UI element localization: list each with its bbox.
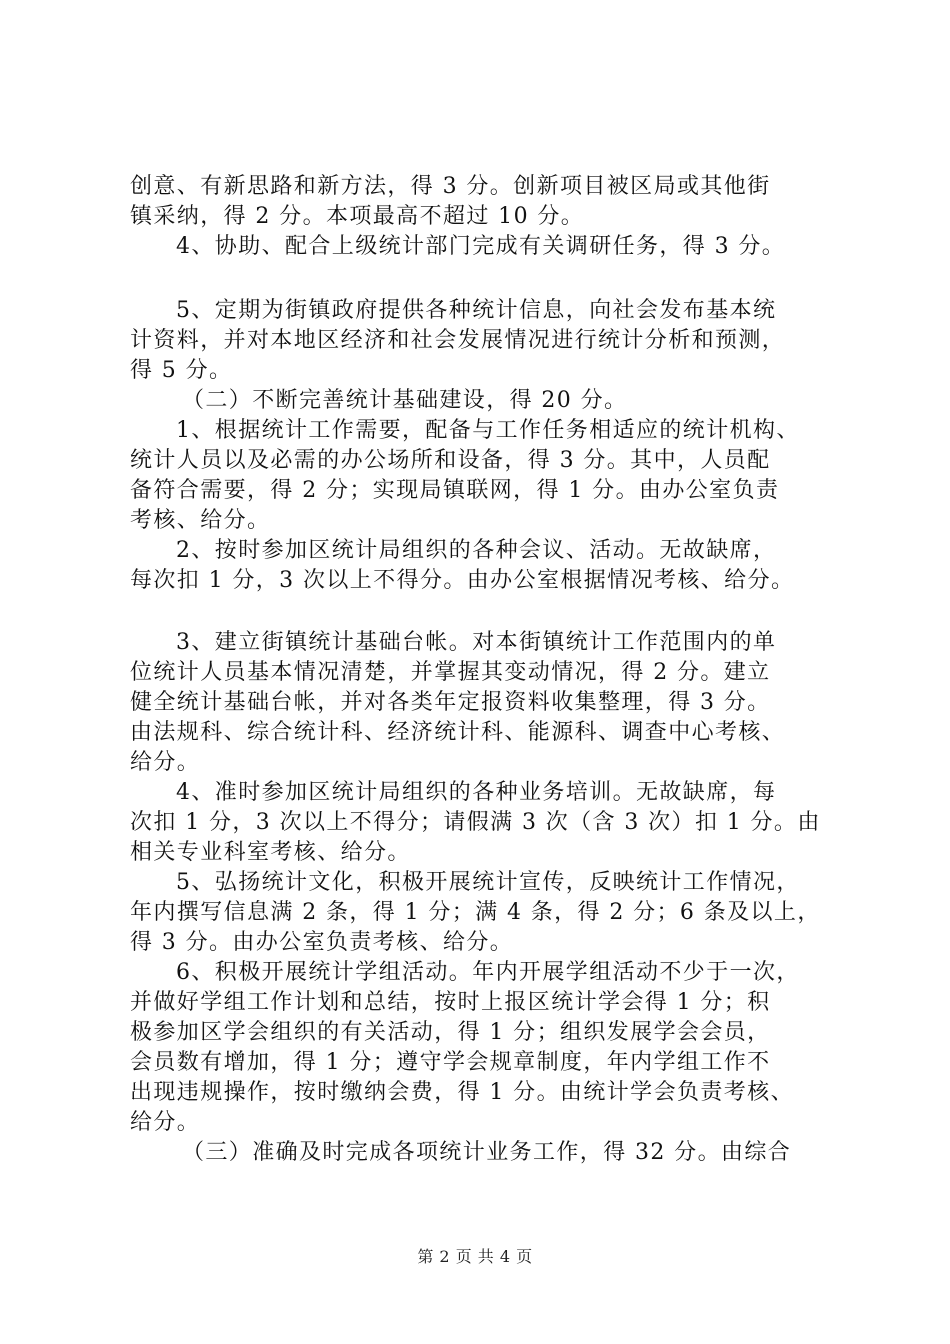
- text-line: 考核、给分。: [130, 508, 271, 533]
- section-heading: （三）准确及时完成各项统计业务工作，得 32 分。由综合: [182, 1140, 792, 1165]
- text-line: 创意、有新思路和新方法，得 3 分。创新项目被区局或其他街: [130, 174, 771, 199]
- text-line: 3、建立街镇统计基础台帐。对本街镇统计工作范围内的单: [176, 630, 777, 655]
- text-line: 得 3 分。由办公室负责考核、给分。: [130, 930, 514, 955]
- paragraph-gap: [130, 262, 830, 296]
- text-line: 由法规科、综合统计科、经济统计科、能源科、调查中心考核、: [130, 720, 786, 745]
- paragraph-gap: [130, 596, 830, 628]
- text-line: 每次扣 1 分，3 次以上不得分。由办公室根据情况考核、给分。: [130, 568, 795, 593]
- text-line: 4、准时参加区统计局组织的各种业务培训。无故缺席，每: [176, 780, 777, 805]
- text-line: 1、根据统计工作需要，配备与工作任务相适应的统计机构、: [176, 418, 800, 443]
- text-line: 得 5 分。: [130, 358, 233, 383]
- text-line: 次扣 1 分，3 次以上不得分；请假满 3 次（含 3 次）扣 1 分。由: [130, 810, 821, 835]
- text-line: 统计人员以及必需的办公场所和设备，得 3 分。其中，人员配: [130, 448, 771, 473]
- text-line: 相关专业科室考核、给分。: [130, 840, 411, 865]
- text-line: 5、定期为街镇政府提供各种统计信息，向社会发布基本统: [176, 298, 777, 323]
- text-line: 4、协助、配合上级统计部门完成有关调研任务，得 3 分。: [176, 234, 786, 259]
- text-line: 极参加区学会组织的有关活动，得 1 分；组织发展学会会员，: [130, 1020, 771, 1045]
- text-line: 给分。: [130, 750, 201, 775]
- text-line: 健全统计基础台帐，并对各类年定报资料收集整理，得 3 分。: [130, 690, 771, 715]
- text-line: 并做好学组工作计划和总结，按时上报区统计学会得 1 分；积: [130, 990, 771, 1015]
- text-line: 会员数有增加，得 1 分；遵守学会规章制度，年内学组工作不: [130, 1050, 771, 1075]
- text-line: 年内撰写信息满 2 条，得 1 分；满 4 条，得 2 分；6 条及以上，: [130, 900, 821, 925]
- text-line: 5、弘扬统计文化，积极开展统计宣传，反映统计工作情况，: [176, 870, 800, 895]
- section-heading: （二）不断完善统计基础建设，得 20 分。: [182, 388, 628, 413]
- text-line: 位统计人员基本情况清楚，并掌握其变动情况，得 2 分。建立: [130, 660, 771, 685]
- text-line: 备符合需要，得 2 分；实现局镇联网，得 1 分。由办公室负责: [130, 478, 780, 503]
- text-line: 2、按时参加区统计局组织的各种会议、活动。无故缺席，: [176, 538, 777, 563]
- text-line: 出现违规操作，按时缴纳会费，得 1 分。由统计学会负责考核、: [130, 1080, 794, 1105]
- text-line: 计资料，并对本地区经济和社会发展情况进行统计分析和预测，: [130, 328, 786, 353]
- text-line: 6、积极开展统计学组活动。年内开展学组活动不少于一次，: [176, 960, 800, 985]
- text-line: 给分。: [130, 1110, 201, 1135]
- document-body: [130, 172, 830, 1168]
- text-line: 镇采纳，得 2 分。本项最高不超过 10 分。: [130, 204, 585, 229]
- page-number-footer: 第 2 页 共 4 页: [417, 1247, 533, 1266]
